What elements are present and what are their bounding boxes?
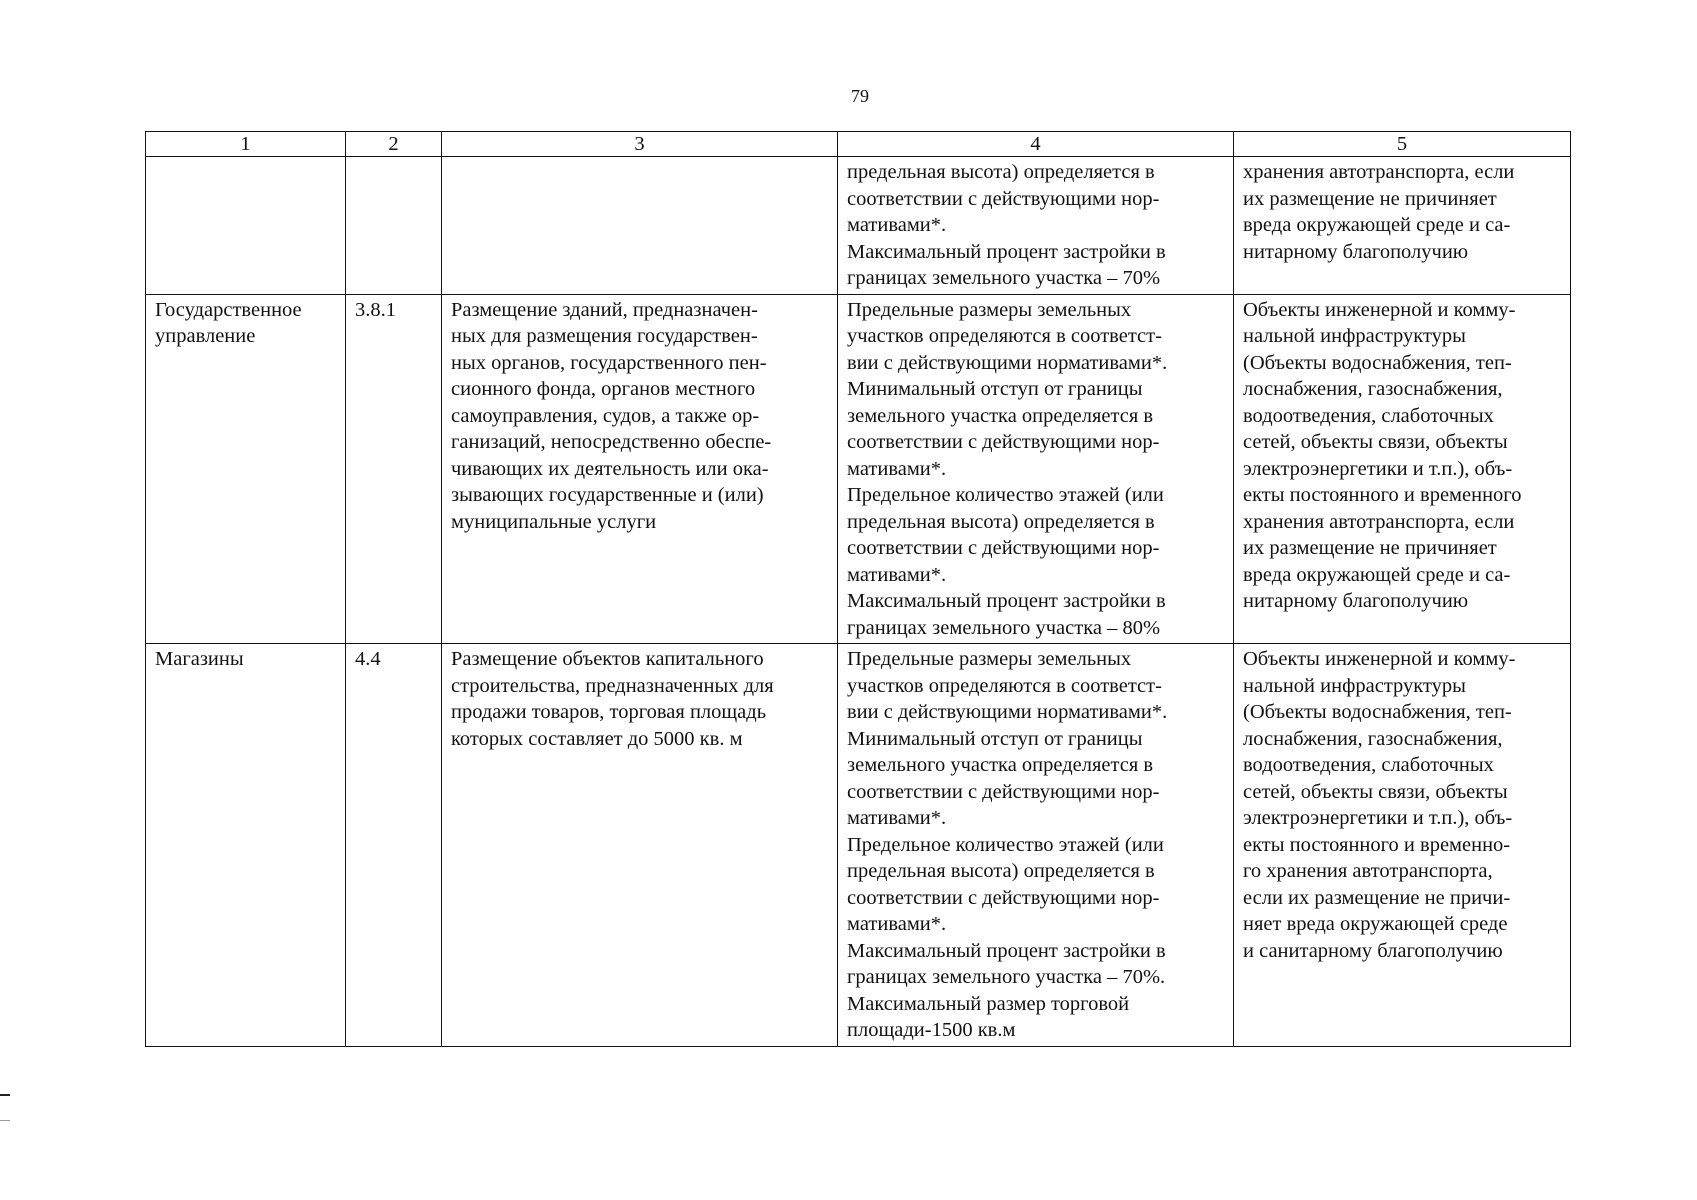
cell-use-parameters bbox=[838, 157, 1234, 295]
cell-use-parameters bbox=[838, 644, 1234, 1047]
text-line: го хранения автотранспорта, bbox=[1243, 860, 1493, 882]
cell-use-description bbox=[442, 644, 838, 1047]
text-line: мативами*. bbox=[847, 913, 947, 935]
text-line: Предельные размеры земельных bbox=[847, 648, 1132, 670]
text-line: если их размещение не причи- bbox=[1243, 886, 1511, 909]
text-line: электроэнергетики и т.п.), объ- bbox=[1243, 457, 1513, 480]
header-col-1: 1 bbox=[146, 132, 346, 157]
scan-edge-mark bbox=[0, 1120, 10, 1121]
text-line: мативами*. bbox=[847, 807, 947, 829]
text-line: строительства, предназначенных для bbox=[451, 674, 774, 697]
text-line: соответствии с действующими нор- bbox=[847, 780, 1160, 803]
text-line: Размещение объектов капитального bbox=[451, 648, 764, 670]
text-line: вреда окружающей среде и са- bbox=[1243, 563, 1511, 586]
text-line: соответствии с действующими нор- bbox=[847, 537, 1160, 559]
text-line: и санитарному благополучию bbox=[1243, 939, 1503, 962]
text-line: вии с действующими нормативами*. bbox=[847, 351, 1168, 374]
text-line: екты постоянного и временно- bbox=[1243, 833, 1511, 856]
text-line: земельного участка определяется в bbox=[847, 754, 1154, 776]
text-line: соответствии с действующими нор- bbox=[847, 187, 1160, 210]
text-line: мативами*. bbox=[847, 563, 947, 586]
text-line: хранения автотранспорта, если bbox=[1243, 161, 1515, 183]
text-line: участков определяются в соответст- bbox=[847, 674, 1162, 697]
text-line: лоснабжения, газоснабжения, bbox=[1243, 378, 1503, 400]
text-line: земельного участка определяется в bbox=[847, 404, 1154, 427]
text-line: продажи товаров, торговая площадь bbox=[451, 701, 767, 723]
header-col-4: 4 bbox=[838, 132, 1234, 157]
text-line: зывающих государственные и (или) bbox=[451, 484, 764, 506]
text-line: Минимальный отступ от границы bbox=[847, 378, 1143, 400]
text-line: екты постоянного и временного bbox=[1243, 484, 1522, 506]
text-line: Объекты инженерной и комму- bbox=[1243, 648, 1516, 670]
text-line: Объекты инженерной и комму- bbox=[1243, 298, 1516, 321]
text-line: Магазины bbox=[155, 648, 244, 670]
text-line: Размещение зданий, предназначен- bbox=[451, 298, 758, 321]
text-line: хранения автотранспорта, если bbox=[1243, 510, 1515, 533]
text-line: их размещение не причиняет bbox=[1243, 537, 1497, 559]
text-line: нитарному благополучию bbox=[1243, 240, 1469, 263]
text-line: нальной инфраструктуры bbox=[1243, 674, 1466, 697]
text-line: сетей, объекты связи, объекты bbox=[1243, 431, 1508, 453]
text-line: сионного фонда, органов местного bbox=[451, 378, 756, 400]
text-line: Максимальный процент застройки в bbox=[847, 939, 1166, 962]
text-line: Государственное bbox=[155, 298, 302, 321]
table-header-row bbox=[146, 132, 1571, 157]
text-line: сетей, объекты связи, объекты bbox=[1243, 780, 1508, 803]
text-line: Максимальный размер торговой bbox=[847, 992, 1130, 1015]
text-line: площади-1500 кв.м bbox=[847, 1019, 1016, 1041]
zoning-table bbox=[145, 131, 1571, 1047]
cell-use-parameters bbox=[838, 294, 1234, 644]
text-line: Предельные размеры земельных bbox=[847, 298, 1132, 321]
text-line: электроэнергетики и т.п.), объ- bbox=[1243, 807, 1513, 829]
text-line: мативами*. bbox=[847, 214, 947, 236]
text-line: их размещение не причиняет bbox=[1243, 187, 1497, 210]
cell-use-code: 4.4 bbox=[346, 644, 442, 1047]
cell-auxiliary-uses bbox=[1234, 157, 1571, 295]
text-line: Предельное количество этажей (или bbox=[847, 484, 1164, 506]
page-number: 79 bbox=[851, 86, 869, 106]
text-line: которых составляет до 5000 кв. м bbox=[451, 727, 743, 750]
text-line: водоотведения, слаботочных bbox=[1243, 404, 1494, 427]
text-line: Максимальный процент застройки в bbox=[847, 590, 1166, 612]
text-line: ных органов, государственного пен- bbox=[451, 351, 767, 374]
text-line: Минимальный отступ от границы bbox=[847, 727, 1143, 750]
text-line: Предельное количество этажей (или bbox=[847, 833, 1164, 856]
text-line: водоотведения, слаботочных bbox=[1243, 754, 1494, 776]
cell-use-name bbox=[146, 157, 346, 295]
cell-use-name bbox=[146, 644, 346, 1047]
text-line: вреда окружающей среде и са- bbox=[1243, 214, 1511, 236]
cell-use-description bbox=[442, 157, 838, 295]
text-line: участков определяются в соответст- bbox=[847, 325, 1162, 347]
text-line: соответствии с действующими нор- bbox=[847, 886, 1160, 909]
table-row bbox=[146, 157, 1571, 295]
text-line: границах земельного участка – 80% bbox=[847, 616, 1161, 639]
text-line: няет вреда окружающей среде bbox=[1243, 913, 1508, 935]
header-col-3: 3 bbox=[442, 132, 838, 157]
table-row bbox=[146, 294, 1571, 644]
text-line: вии с действующими нормативами*. bbox=[847, 701, 1168, 723]
text-line: предельная высота) определяется в bbox=[847, 510, 1155, 533]
text-line: границах земельного участка – 70% bbox=[847, 267, 1161, 289]
cell-use-code: 3.8.1 bbox=[346, 294, 442, 644]
text-line: соответствии с действующими нор- bbox=[847, 431, 1160, 453]
table-row bbox=[146, 644, 1571, 1047]
text-line: лоснабжения, газоснабжения, bbox=[1243, 727, 1503, 750]
text-line: Максимальный процент застройки в bbox=[847, 240, 1166, 263]
text-line: самоуправления, судов, а также ор- bbox=[451, 404, 760, 427]
text-line: предельная высота) определяется в bbox=[847, 161, 1155, 183]
text-line: ганизаций, непосредственно обеспе- bbox=[451, 431, 772, 453]
text-line: (Объекты водоснабжения, теп- bbox=[1243, 351, 1512, 374]
text-line: границах земельного участка – 70%. bbox=[847, 966, 1166, 988]
cell-auxiliary-uses bbox=[1234, 644, 1571, 1047]
text-line: нитарному благополучию bbox=[1243, 590, 1469, 612]
text-line: мативами*. bbox=[847, 457, 947, 480]
text-line: ных для размещения государствен- bbox=[451, 325, 758, 347]
text-line: предельная высота) определяется в bbox=[847, 860, 1155, 882]
cell-use-name bbox=[146, 294, 346, 644]
text-line: муниципальные услуги bbox=[451, 510, 657, 533]
text-line: управление bbox=[155, 325, 256, 347]
scan-edge-mark bbox=[0, 1094, 10, 1096]
cell-auxiliary-uses bbox=[1234, 294, 1571, 644]
header-col-5: 5 bbox=[1234, 132, 1571, 157]
cell-use-code bbox=[346, 157, 442, 295]
text-line: чивающих их деятельность или ока- bbox=[451, 457, 769, 480]
text-line: (Объекты водоснабжения, теп- bbox=[1243, 701, 1512, 723]
text-line: нальной инфраструктуры bbox=[1243, 325, 1466, 347]
cell-use-description bbox=[442, 294, 838, 644]
header-col-2: 2 bbox=[346, 132, 442, 157]
